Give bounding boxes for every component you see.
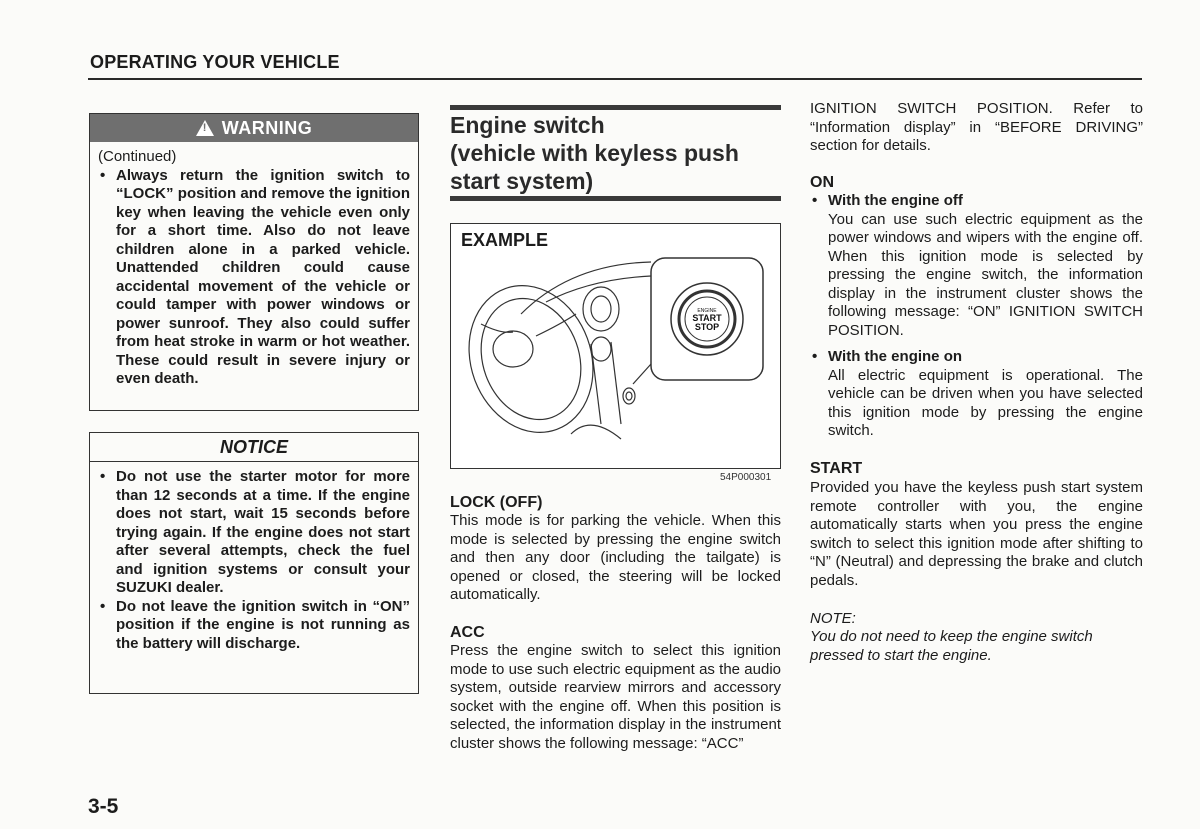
notice-item: • Do not use the starter motor for more than 12 seconds at a time. If the engine does not start, wait 15 seconds before trying again. If the engine does not start after several attempts, check the fuel and ignition systems or consult your SUZUKI dealer. (98, 468, 410, 598)
notice-item: • Do not leave the ignition switch in “ON” position if the engine is not running as the battery will discharge. (98, 598, 410, 654)
page-header-title: OPERATING YOUR VEHICLE (90, 52, 340, 72)
warning-item: • Always return the ignition switch to “LOCK” position and remove the ignition key when leaving the vehicle even only for a short time. Also do not leave children alone in a parked vehicle. Unattended children could cause accidental movement of the vehicle or could tamper with power windows or power sunroof. They also could suffer from heat stroke in warm or hot weather. These could result in severe injury or even death. (98, 167, 410, 389)
on-item-heading: • With the engine on (828, 348, 963, 365)
start-title: START (810, 460, 863, 477)
acc-text: Press the engine switch to select this ignition mode to use such electric equipment as the audio system, outside rearview mirrors and accessory socket with the engine off. When this position is selected, the information display in the instrument cluster shows the following message: “ACC” (450, 642, 781, 752)
header-rule (88, 78, 1142, 80)
start-text: Provided you have the keyless push start system remote controller with you, the engine automatically starts when you press the engine switch to select this ignition mode after shifting to “N” (Neutral) and depressing the brake and clutch pedals. (810, 479, 1143, 589)
section-title-line: start system) (450, 168, 594, 194)
engine-switch-illustration (451, 224, 781, 469)
warning-banner-label: WARNING (221, 117, 313, 138)
notice-list (98, 468, 410, 653)
section-top-rule (450, 105, 781, 110)
notice-heading: NOTICE (90, 433, 418, 462)
warning-box (89, 113, 419, 411)
warning-triangle-icon (196, 120, 214, 136)
warning-body (90, 142, 418, 393)
button-text-small: ENGINE (697, 308, 717, 314)
lock-title: LOCK (OFF) (450, 494, 543, 511)
lock-text: This mode is for parking the vehicle. When this mode is selected by pressing the engine switch and then any door (including the tailgate) is opened or closed, the steering will be locked automatically. (450, 512, 781, 603)
section-bottom-rule (450, 196, 781, 201)
on-item (810, 192, 1143, 340)
warning-continued: (Continued) (98, 148, 177, 165)
notice-box (89, 432, 419, 694)
section-title-line: Engine switch (450, 112, 605, 138)
on-title: ON (810, 174, 834, 191)
section-title (450, 111, 781, 195)
on-item-heading: • With the engine off (828, 192, 963, 209)
on-list (810, 192, 1143, 441)
acc-continued-text: IGNITION SWITCH POSITION. Refer to “Information display” in “BEFORE DRIVING” section for details. (810, 100, 1143, 154)
on-bullets (810, 192, 1143, 441)
page-number: 3-5 (88, 795, 119, 818)
warning-list (98, 167, 410, 389)
section-title-line: (vehicle with keyless push (450, 140, 739, 166)
acc-title: ACC (450, 624, 485, 641)
button-text-start: START (692, 313, 722, 323)
on-item-text: You can use such electric equipment as the power windows and wipers with the engine off. When this ignition mode is selected by pressing the engine switch, the information display in the instrument cluster shows the following message: “ON” IGNITION SWITCH POSITION. (828, 210, 1143, 339)
warning-banner (90, 114, 418, 142)
note-text: You do not need to keep the engine switch pressed to start the engine. (810, 628, 1093, 664)
on-item (810, 348, 1143, 441)
figure-label: EXAMPLE (461, 230, 549, 250)
on-item-text: All electric equipment is operational. The vehicle can be driven when you have selected this ignition mode by pressing the engine switch. (828, 366, 1143, 439)
notice-body (90, 462, 418, 657)
button-text-stop: STOP (694, 322, 720, 332)
note-label: NOTE: (810, 610, 856, 627)
figure-code: 54P000301 (720, 472, 772, 483)
example-figure (450, 223, 781, 469)
